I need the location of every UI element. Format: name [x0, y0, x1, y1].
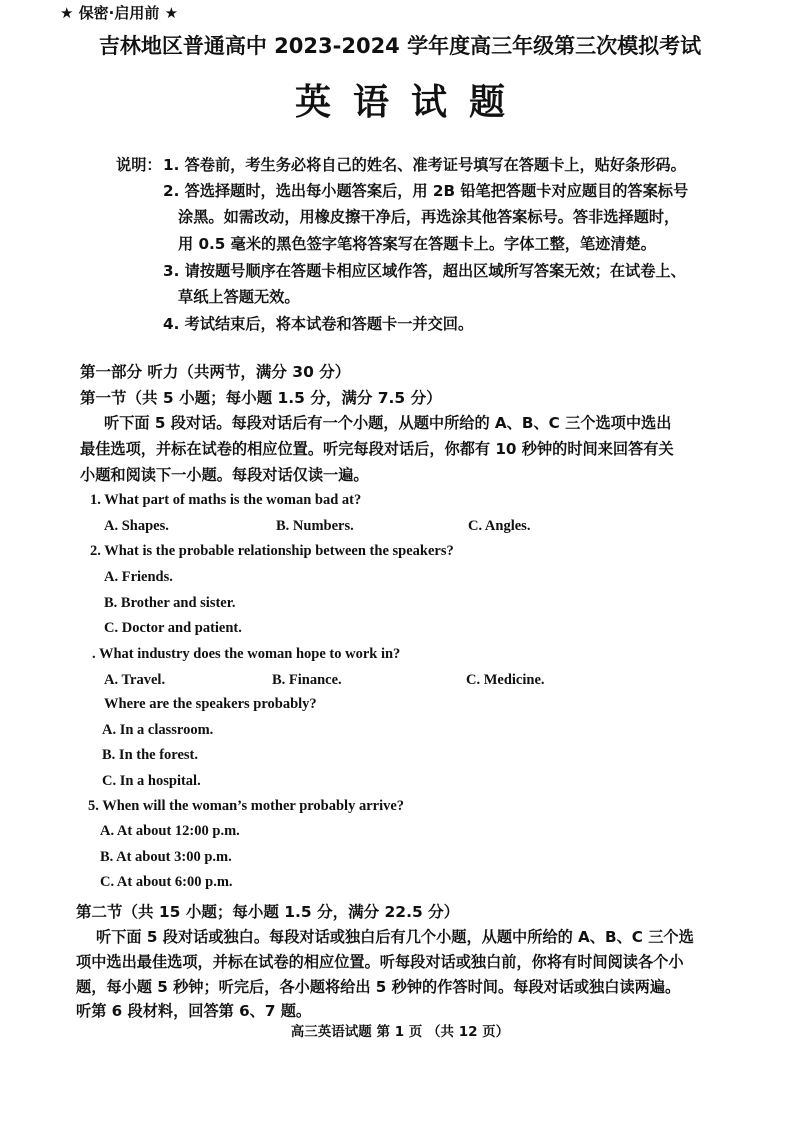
- question-stem: 5. When will the woman’s mother probably arrive?: [88, 798, 405, 814]
- question-option: A. Friends.: [104, 569, 173, 585]
- confidential-mark: ★ 保密·启用前 ★: [60, 4, 179, 22]
- instruction-line: 涂黑。如需改动，用橡皮擦干净后，再选涂其他答案标号。答非选择题时，: [178, 208, 680, 226]
- question-option: B. In the forest.: [102, 747, 198, 763]
- instruction-line: 2. 答选择题时，选出每小题答案后，用 2B 铅笔把答题卡对应题目的答案标号: [163, 182, 689, 200]
- material-instruction: 听第 6 段材料，回答第 6、7 题。: [76, 1002, 312, 1020]
- section2-title: 第二节（共 15 小题；每小题 1.5 分，满分 22.5 分）: [76, 903, 460, 921]
- page-footer: 高三英语试题 第 1 页 （共 12 页）: [290, 1024, 510, 1040]
- question-stem: 2. What is the probable relationship between the speakers?: [90, 543, 454, 559]
- instruction-line: 4. 考试结束后，将本试卷和答题卡一并交回。: [163, 315, 474, 333]
- section2-intro-line: 题，每小题 5 秒钟；听完后，各小题将给出 5 秒钟的作答时间。每段对话或独白读两遍。: [76, 978, 681, 996]
- question-option: C. Medicine.: [466, 672, 545, 688]
- question-option: B. Finance.: [272, 672, 342, 688]
- instruction-line: 1. 答卷前，考生务必将自己的姓名、准考证号填写在答题卡上，贴好条形码。: [163, 156, 686, 174]
- question-option: C. In a hospital.: [102, 773, 201, 789]
- question-option: C. At about 6:00 p.m.: [100, 874, 233, 890]
- question-option: B. Numbers.: [276, 518, 354, 534]
- section1-title: 第一节（共 5 小题；每小题 1.5 分，满分 7.5 分）: [80, 389, 442, 407]
- question-option: A. Shapes.: [104, 518, 169, 534]
- instruction-line: 3. 请按题号顺序在答题卡相应区域作答，超出区域所写答案无效；在试卷上、: [163, 262, 686, 280]
- section2-intro-line: 听下面 5 段对话或独白。每段对话或独白后有几个小题，从题中所给的 A、B、C 三个选: [96, 928, 694, 946]
- question-option: A. Travel.: [104, 672, 166, 688]
- instructions-label: 说明：: [116, 156, 162, 174]
- question-option: C. Angles.: [468, 518, 531, 534]
- question-option: A. In a classroom.: [102, 722, 214, 738]
- question-stem: . What industry does the woman hope to work in?: [92, 646, 401, 662]
- section1-intro-line: 最佳选项，并标在试卷的相应位置。听完每段对话后，你都有 10 秒钟的时间来回答有关: [80, 440, 674, 458]
- question-stem: 1. What part of maths is the woman bad at?: [90, 492, 362, 508]
- exam-title: 吉林地区普通高中 2023-2024 学年度高三年级第三次模拟考试: [98, 34, 702, 58]
- instruction-line: 草纸上答题无效。: [178, 288, 300, 306]
- question-stem: Where are the speakers probably?: [104, 696, 317, 712]
- section1-intro-line: 小题和阅读下一小题。每段对话仅读一遍。: [80, 466, 369, 484]
- part1-title: 第一部分 听力（共两节，满分 30 分）: [80, 363, 351, 381]
- question-option: B. At about 3:00 p.m.: [100, 849, 232, 865]
- section1-intro-line: 听下面 5 段对话。每段对话后有一个小题，从题中所给的 A、B、C 三个选项中选出: [104, 414, 672, 432]
- question-option: A. At about 12:00 p.m.: [100, 823, 240, 839]
- section2-intro-line: 项中选出最佳选项，并标在试卷的相应位置。听每段对话或独白前，你将有时间阅读各个小: [76, 953, 684, 971]
- instruction-line: 用 0.5 毫米的黑色签字笔将答案写在答题卡上。字体工整，笔迹清楚。: [178, 235, 656, 253]
- subject-title: 英语试题: [294, 82, 527, 123]
- question-option: B. Brother and sister.: [104, 595, 236, 611]
- question-option: C. Doctor and patient.: [104, 620, 242, 636]
